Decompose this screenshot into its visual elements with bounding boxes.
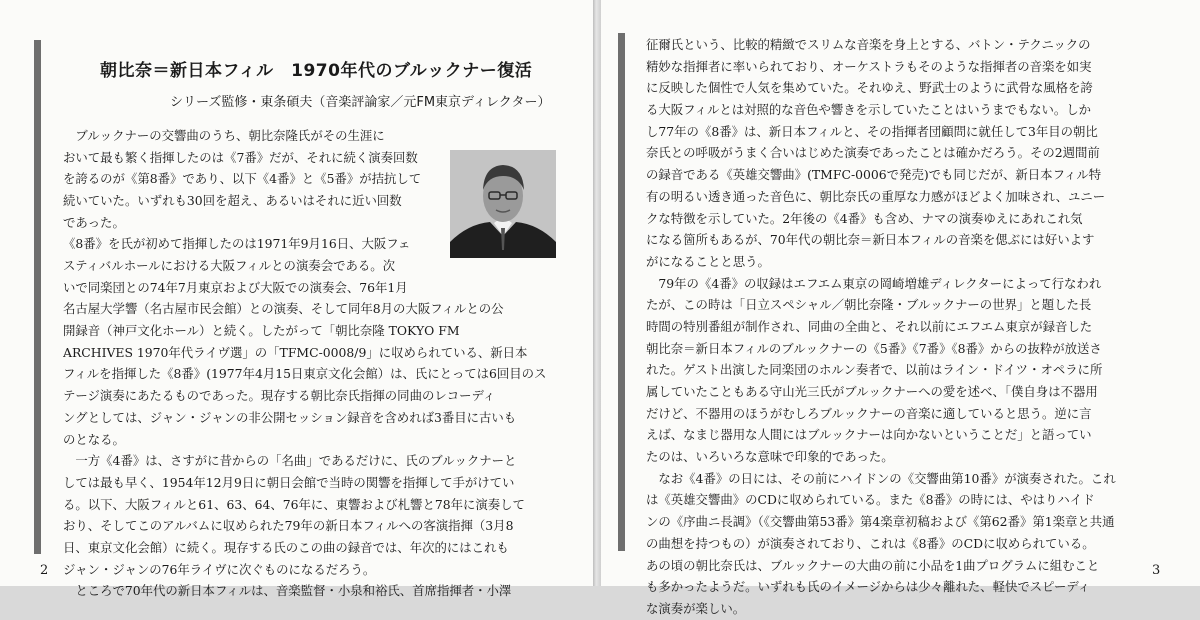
- text-line: 名古屋大学響（名古屋市民会館）との演奏、そして同年8月の大阪フィルとの公: [63, 301, 504, 317]
- text-line: 開録音（神戸文化ホール）と続く。したがって「朝比奈隆 TOKYO FM: [63, 323, 460, 339]
- text-line: 朝比奈＝新日本フィルのブルックナーの《5番》《7番》《8番》からの抜粋が放送さ: [646, 340, 1102, 356]
- text-line: の録音である《英雄交響曲》(TMFC-0006で発売)でも同じだが、新日本フィル特: [646, 167, 1102, 183]
- conductor-portrait-photo: [450, 150, 556, 258]
- page-number-right: 3: [1152, 563, 1161, 578]
- left-text-full-width: [63, 255, 553, 602]
- text-line: 時間の特別番組が制作され、同曲の全曲と、それ以前にエフエム東京が録音した: [646, 318, 1093, 334]
- text-line: し77年の《8番》は、新日本フィルと、その指揮者団顧問に就任して3年目の朝比: [646, 123, 1098, 139]
- text-line: ARCHIVES 1970年代ライヴ選」の「TFMC-0008/9」に収められている、新日本: [63, 344, 528, 360]
- left-page: [0, 0, 593, 599]
- left-text-beside-photo: [63, 125, 443, 255]
- text-line: おいて最も繁く指揮したのは《7番》だが、それに続く演奏回数: [63, 149, 418, 165]
- page-number-left: 2: [40, 563, 49, 578]
- text-line: あの頃の朝比奈氏は、ブルックナーの大曲の前に小品を1曲プログラムに組むこと: [646, 557, 1100, 573]
- text-line: クな特徴を示していた。2年後の《4番》も含め、ナマの演奏ゆえにあれこれ気: [646, 210, 1083, 226]
- text-line: であった。: [63, 214, 125, 230]
- text-line: 属していたこともある守山光三氏がブルックナーへの愛を述べ、「僕自身は不器用: [646, 384, 1098, 399]
- text-line: に反映した個性で人気を集めていた。それゆえ、野武士のように武骨な風格を誇: [646, 80, 1093, 96]
- text-line: る大阪フィルとは対照的な音色や響きを示していたことはいうまでもない。しか: [646, 102, 1092, 118]
- text-line: ところで70年代の新日本フィルは、音楽監督・小泉和裕氏、首席指揮者・小澤: [63, 583, 512, 599]
- text-line: ングとしては、ジャン・ジャンの非公開セッション録音を含めれば3番目に古いも: [63, 409, 517, 425]
- text-line: いで同楽団との74年7月東京および大阪での演奏会、76年1月: [63, 279, 408, 295]
- text-line: ジャン・ジャンの76年ライヴに次ぐものになるだろう。: [63, 561, 376, 577]
- text-line: がになることと思う。: [646, 253, 770, 269]
- right-margin-rule: [618, 33, 625, 551]
- text-line: れた。ゲスト出演した同楽団のホルン奏者で、以前はライン・ドイツ・オペラに所: [646, 362, 1103, 378]
- text-line: おり、そしてこのアルバムに収められた79年の新日本フィルへの客演指揮（3月8: [63, 518, 514, 534]
- text-line: な演奏が楽しい。: [646, 600, 746, 616]
- text-line: たのは、いろいろな意味で印象的であった。: [646, 449, 894, 465]
- text-line: 一方《4番》は、さすがに昔からの「名曲」であるだけに、氏のブルックナーと: [63, 453, 517, 469]
- text-line: スティバルホールにおける大阪フィルとの演奏会である。次: [63, 258, 396, 273]
- text-line: だけど、不器用のほうがむしろブルックナーの音楽に適していると思う。逆に言: [646, 405, 1092, 421]
- left-margin-rule: [34, 40, 41, 554]
- text-line: 精妙な指揮者に率いられており、オーケストラもそのような指揮者の音楽を如実: [646, 58, 1092, 74]
- text-line: フィルを指揮した《8番》(1977年4月15日東京文化会館）は、氏にとっては6回目のス: [63, 366, 547, 382]
- text-line: えば、なまじ器用な人間にはブルックナーは向かないということだ」と語ってい: [646, 427, 1092, 443]
- text-line: 日、東京文化会館）に続く。現存する氏のこの曲の録音では、年次的にはこれも: [63, 539, 509, 555]
- text-line: 79年の《4番》の収録はエフエム東京の岡崎増雄ディレクターによって行なわれ: [646, 275, 1102, 291]
- text-line: 奈氏との呼吸がうまく合いはじめた演奏であったことは確かだろう。その2週間前: [646, 145, 1100, 161]
- article-title: 朝比奈＝新日本フィル 1970年代のブルックナー復活: [100, 61, 533, 81]
- text-line: のとなる。: [63, 431, 125, 447]
- text-line: たが、この時は「日立スペシャル／朝比奈隆・ブルックナーの世界」と題した長: [646, 297, 1092, 313]
- text-line: も多かったようだ。いずれも氏のイメージからは少々離れた、軽快でスピーディ: [646, 579, 1091, 595]
- text-line: 有の明るい透き通った音色に、朝比奈氏の重厚な力感がほどよく加味され、ユニー: [646, 188, 1106, 204]
- article-byline: シリーズ監修・東条碩夫（音楽評論家／元FM東京ディレクター）: [170, 95, 551, 110]
- text-line: 征爾氏という、比較的精緻でスリムな音楽を身上とする、バトン・テクニックの: [646, 37, 1091, 52]
- text-line: なお《4番》の日には、その前にハイドンの《交響曲第10番》が演奏された。これ: [646, 470, 1116, 486]
- text-line: る。以下、大阪フィルと61、63、64、76年に、東響および札響と78年に演奏して: [63, 496, 525, 512]
- book-gutter: [593, 0, 601, 586]
- text-line: 続いていた。いずれも30回を超え、あるいはそれに近い回数: [63, 193, 402, 209]
- portrait-icon: [450, 150, 556, 258]
- text-line: テージ演奏にあたるものであった。現存する朝比奈氏指揮の同曲のレコーディ: [63, 388, 496, 404]
- text-line: しては最も早く、1954年12月9日に朝日会館で当時の関響を指揮して手がけてい: [63, 474, 515, 490]
- text-line: の曲想を持つもの）が演奏されており、これは《8番》のCDに収められている。: [646, 535, 1095, 551]
- text-line: になる箇所もあるが、70年代の朝比奈＝新日本フィルの音楽を偲ぶには好いよす: [646, 232, 1095, 248]
- right-text: [646, 34, 1152, 620]
- text-line: を誇るのが《第8番》であり、以下《4番》と《5番》が拮抗して: [63, 171, 422, 187]
- text-line: は《英雄交響曲》のCDに収められている。また《8番》の時には、やはりハイド: [646, 492, 1095, 508]
- text-line: 《8番》を氏が初めて指揮したのは1971年9月16日、大阪フェ: [63, 236, 411, 252]
- text-line: ブルックナーの交響曲のうち、朝比奈隆氏がその生涯に: [63, 128, 385, 143]
- text-line: ンの《序曲ニ長調》（《交響曲第53番》第4楽章初稿および《第62番》第1楽章と共通: [646, 514, 1115, 530]
